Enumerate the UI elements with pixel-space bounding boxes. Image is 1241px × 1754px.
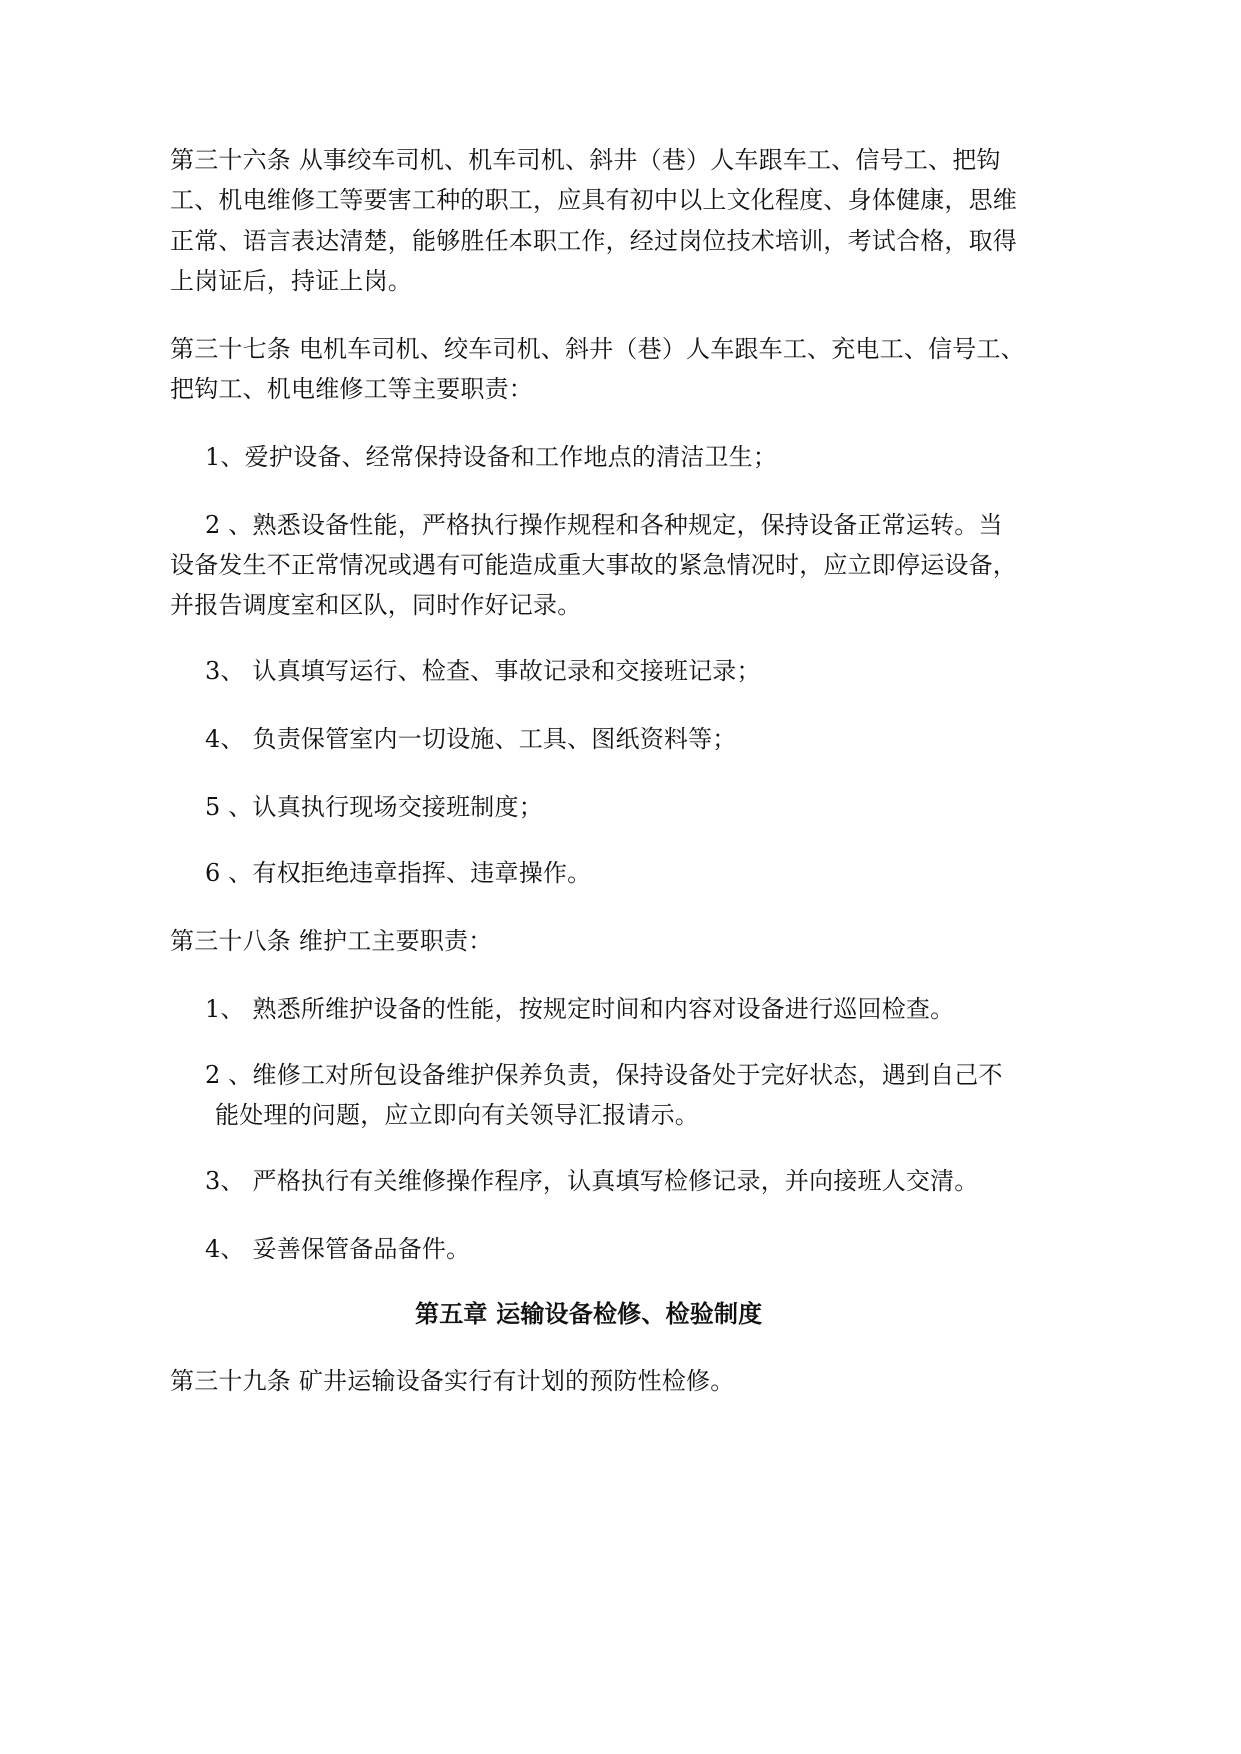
article-37-item-1: 1、爱护设备、经常保持设备和工作地点的清洁卫生；	[205, 443, 778, 471]
article-38-item-2-line-1: 2 、维修工对所包设备维护保养负责，保持设备处于完好状态，遇到自己不	[205, 1061, 1003, 1089]
article-37-item-4: 4、 负责保管室内一切设施、工具、图纸资料等；	[205, 725, 737, 753]
article-37-item-3: 3、 认真填写运行、检查、事故记录和交接班记录；	[205, 657, 761, 685]
article-38-line-1: 第三十八条 维护工主要职责：	[170, 927, 493, 955]
article-36-line-2: 工、机电维修工等要害工种的职工，应具有初中以上文化程度、身体健康，思维	[170, 186, 1017, 214]
article-37-item-2-line-1: 2 、熟悉设备性能，严格执行操作规程和各种规定，保持设备正常运转。当	[205, 511, 1003, 539]
article-37-line-1: 第三十七条 电机车司机、绞车司机、斜井（巷）人车跟车工、充电工、信号工、	[170, 335, 1025, 363]
article-36-line-3: 正常、语言表达清楚，能够胜任本职工作，经过岗位技术培训，考试合格，取得	[170, 227, 1017, 255]
article-37-item-2-line-2: 设备发生不正常情况或遇有可能造成重大事故的紧急情况时，应立即停运设备，	[170, 551, 1017, 579]
article-36-line-1: 第三十六条 从事绞车司机、机车司机、斜井（巷）人车跟车工、信号工、把钩	[170, 146, 1001, 174]
article-38-item-2-line-2: 能处理的问题，应立即向有关领导汇报请示。	[215, 1101, 699, 1129]
article-37-item-5: 5 、认真执行现场交接班制度；	[205, 793, 543, 821]
article-36-line-4: 上岗证后，持证上岗。	[170, 267, 412, 295]
article-37-item-6: 6 、有权拒绝违章指挥、违章操作。	[205, 859, 592, 887]
article-38-item-3: 3、 严格执行有关维修操作程序，认真填写检修记录，并向接班人交清。	[205, 1167, 979, 1195]
article-38-item-1: 1、 熟悉所维护设备的性能，按规定时间和内容对设备进行巡回检查。	[205, 995, 955, 1023]
chapter-5-title: 第五章 运输设备检修、检验制度	[415, 1300, 763, 1328]
article-38-item-4: 4、 妥善保管备品备件。	[205, 1235, 471, 1263]
article-37-item-2-line-3: 并报告调度室和区队，同时作好记录。	[170, 591, 582, 619]
article-37-line-2: 把钩工、机电维修工等主要职责：	[170, 375, 533, 403]
article-39-line-1: 第三十九条 矿井运输设备实行有计划的预防性检修。	[170, 1367, 735, 1395]
